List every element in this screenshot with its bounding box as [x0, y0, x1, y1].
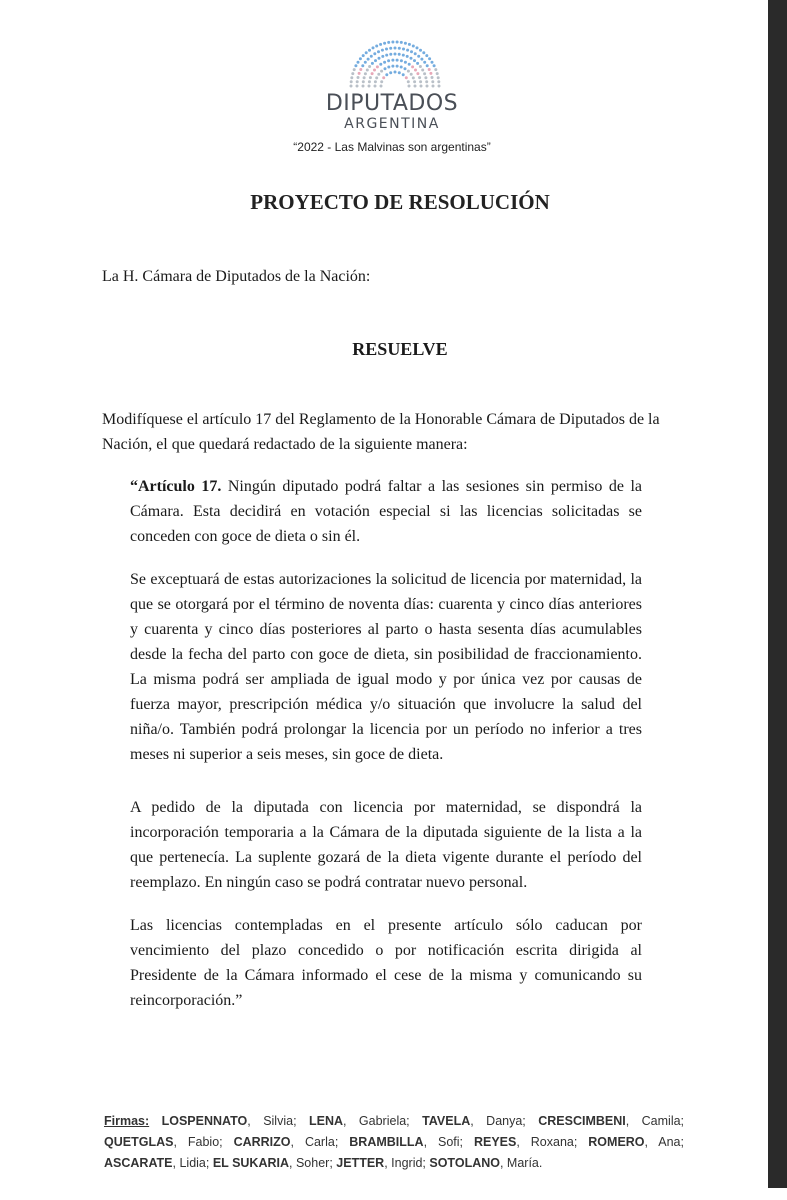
- logo-seat-dot: [374, 59, 377, 62]
- logo-seat-dot: [398, 53, 401, 56]
- logo-seat-dot: [356, 80, 359, 83]
- logo-seat-dot: [410, 73, 413, 76]
- brand-subtitle: ARGENTINA: [344, 116, 440, 132]
- logo-seat-dot: [383, 61, 386, 64]
- logo-seat-dot: [370, 55, 373, 58]
- logo-seat-dot: [426, 64, 429, 67]
- logo-seat-dot: [377, 73, 380, 76]
- logo-seat-dot: [410, 50, 413, 53]
- logo-seat-dot: [389, 47, 392, 50]
- logo-seat-dot: [362, 80, 365, 83]
- logo-seat-dot: [391, 65, 394, 68]
- logo-seat-dot: [385, 48, 388, 51]
- logo-seat-dot: [407, 70, 410, 73]
- logo-seat-dot: [368, 80, 371, 83]
- logo-seat-dot: [371, 62, 374, 65]
- logo-seat-dot: [380, 85, 383, 88]
- logo-seat-dot: [369, 76, 372, 79]
- signer-surname: ROMERO: [588, 1135, 645, 1149]
- logo-seat-dot: [434, 68, 437, 71]
- logo-seat-dot: [412, 45, 415, 48]
- signer-name: , Roxana;: [516, 1135, 589, 1149]
- signer-surname: JETTER: [336, 1156, 385, 1170]
- logo-seat-dot: [400, 41, 403, 44]
- logo-seat-dot: [419, 65, 422, 68]
- logo-seat-dot: [387, 59, 390, 62]
- logo-seat-dot: [438, 85, 441, 88]
- logo-seat-dot: [408, 85, 411, 88]
- article-paragraph-1-text: Ningún diputado podrá faltar a las sesiones sin permiso de la Cámara. Esta decidirá en votación especial si las licencias solicitadas se conceden con goce de dieta o sin él.: [130, 478, 643, 545]
- logo-seat-dot: [381, 55, 384, 58]
- logo-seat-dot: [366, 69, 369, 72]
- logo-seat-dot: [424, 76, 427, 79]
- logo-seat-dot: [420, 85, 423, 88]
- logo-seat-dot: [351, 72, 354, 75]
- logo-seat-dot: [396, 41, 399, 44]
- logo-seat-dot: [389, 53, 392, 56]
- signer-surname: ASCARATE: [104, 1156, 173, 1170]
- logo-seat-dot: [431, 61, 434, 64]
- logo-seat-dot: [414, 85, 417, 88]
- signer-surname: QUETGLAS: [104, 1135, 174, 1149]
- article-paragraph-2: Se exceptuará de estas autorizaciones la solicitud de licencia por maternidad, la que se otorgará por el término de noventa días: cuarenta y cinco días anteriores y cuarenta y cinco días posteriores al parto o hasta sesenta días acumulables desde la fecha del parto con goce de dieta, sin posibilidad de fraccionamiento. La misma podrá ser ampliada de igual modo y por única vez por causas de fuerza mayor, prescripción médica y/o situación que involucre la salud del niña/o. También podrá prolongar la licencia por un período no inferior a tres meses ni superior a seis meses, sin goce de dieta.: [130, 571, 642, 763]
- year-motto: “2022 - Las Malvinas son argentinas”: [293, 140, 491, 154]
- document-title: PROYECTO DE RESOLUCIÓN: [250, 190, 550, 214]
- logo-seat-dot: [404, 42, 407, 45]
- logo-seat-dot: [376, 65, 379, 68]
- logo-seat-dot: [353, 68, 356, 71]
- logo-seat-dot: [431, 80, 434, 83]
- logo-seat-dot: [433, 64, 436, 67]
- signer-name: , Sofi;: [423, 1135, 474, 1149]
- signer-surname: EL SUKARIA: [212, 1156, 290, 1170]
- logo-seat-dot: [391, 59, 394, 62]
- article-heading: “Artículo 17.: [130, 478, 222, 495]
- logo-seat-dot: [374, 80, 377, 83]
- logo-seat-dot: [402, 73, 405, 76]
- signer-surname: LOSPENNATO: [161, 1114, 248, 1128]
- logo-seat-dot: [381, 49, 384, 52]
- logo-seat-dot: [387, 66, 390, 69]
- logo-seat-dot: [384, 67, 387, 70]
- logo-seat-dot: [408, 63, 411, 66]
- logo-seat-dot: [391, 41, 394, 44]
- logo-seat-dot: [382, 76, 385, 79]
- brand-name: DIPUTADOS: [325, 91, 459, 116]
- logo-seat-dot: [374, 85, 377, 88]
- logo-seat-dot: [365, 51, 368, 54]
- logo-seat-dot: [373, 69, 376, 72]
- logo-seat-dot: [418, 76, 421, 79]
- logo-seat-dot: [387, 41, 390, 44]
- resolves-heading: RESUELVE: [352, 339, 448, 359]
- logo-seat-dot: [406, 49, 409, 52]
- logo-seat-dot: [371, 72, 374, 75]
- logo-seat-dot: [396, 59, 399, 62]
- logo-seat-dot: [375, 45, 378, 48]
- logo-seat-dot: [422, 51, 425, 54]
- logo-seat-dot: [354, 64, 357, 67]
- logo-seat-dot: [379, 63, 382, 66]
- logo-seat-dot: [432, 85, 435, 88]
- logo-seat-dot: [398, 47, 401, 50]
- logo-seat-dot: [416, 62, 419, 65]
- logo-seat-dot: [359, 57, 362, 60]
- signer-surname: CRESCIMBENI: [538, 1114, 626, 1128]
- logo-seat-dot: [380, 80, 383, 83]
- signer-name: , Danya;: [470, 1114, 539, 1128]
- logo-seat-dot: [394, 53, 397, 56]
- logo-seat-dot: [423, 72, 426, 75]
- article-paragraph-4: Las licencias contempladas en el presente artículo sólo caducan por vencimiento del plazo concedido o por notificación escrita dirigida al Presidente de la Cámara informado el cese de la misma y comunicando su reincorporación.”: [130, 917, 642, 1009]
- logo-seat-dot: [410, 57, 413, 60]
- logo-seat-dot: [368, 49, 371, 52]
- signer-name: , Ingrid;: [384, 1156, 430, 1170]
- logo-seat-dot: [414, 52, 417, 55]
- logo-seat-dot: [361, 64, 364, 67]
- logo-seat-dot: [380, 70, 383, 73]
- logo-seat-dot: [437, 76, 440, 79]
- logo-seat-dot: [412, 76, 415, 79]
- logo-seat-dot: [402, 54, 405, 57]
- logo-seat-dot: [405, 76, 408, 79]
- chamber-logo: [330, 36, 460, 90]
- intro-paragraph: Modifíquese el artículo 17 del Reglamento de la Honorable Cámara de Diputados de la Nación, el que quedará redactado de la siguiente manera:: [102, 411, 660, 453]
- signer-name: , Gabriela;: [343, 1114, 423, 1128]
- logo-seat-dot: [428, 57, 431, 60]
- logo-seat-dot: [436, 72, 439, 75]
- logo-seat-dot: [385, 73, 388, 76]
- signer-surname: LENA: [308, 1114, 344, 1128]
- signer-name: , Silvia;: [247, 1114, 309, 1128]
- signer-surname: BRAMBILLA: [349, 1135, 424, 1149]
- logo-seat-dot: [389, 71, 392, 74]
- logo-seat-dot: [426, 85, 429, 88]
- logo-seat-dot: [404, 67, 407, 70]
- logo-seat-dot: [363, 76, 366, 79]
- signer-surname: SOTOLANO: [429, 1156, 500, 1170]
- logo-seat-dot: [406, 55, 409, 58]
- logo-seat-dot: [417, 55, 420, 58]
- page-edge-shadow: [768, 0, 787, 1200]
- logo-seat-dot: [356, 85, 359, 88]
- logo-seat-dot: [421, 69, 424, 72]
- logo-seat-dot: [423, 61, 426, 64]
- logo-seat-dot: [416, 46, 419, 49]
- addressee: La H. Cámara de Diputados de la Nación:: [102, 268, 371, 285]
- signer-name: , Fabio;: [173, 1135, 234, 1149]
- logo-seat-dot: [372, 46, 375, 49]
- logo-seat-dot: [357, 61, 360, 64]
- logo-seat-dot: [358, 72, 361, 75]
- signatures-block: [104, 1111, 684, 1174]
- logo-seat-dot: [428, 68, 431, 71]
- logo-seat-dot: [408, 43, 411, 46]
- logo-seat-dot: [413, 59, 416, 62]
- logo-seat-dot: [357, 76, 360, 79]
- signer-name: , Camila;: [625, 1114, 685, 1128]
- logo-seat-dot: [425, 80, 428, 83]
- logo-seat-dot: [364, 61, 367, 64]
- article-paragraph-1: [130, 474, 642, 549]
- logo-seat-dot: [400, 66, 403, 69]
- logo-seat-dot: [431, 76, 434, 79]
- logo-seat-dot: [379, 43, 382, 46]
- signer-surname: CARRIZO: [233, 1135, 291, 1149]
- signer-name: , María.: [499, 1156, 543, 1170]
- logo-seat-dot: [402, 48, 405, 51]
- logo-seat-dot: [368, 85, 371, 88]
- signatures-label: Firmas:: [104, 1114, 150, 1128]
- signer-name: , Ana;: [644, 1135, 684, 1149]
- logo-seat-dot: [350, 85, 353, 88]
- signer-name: , Lidia;: [172, 1156, 213, 1170]
- logo-seat-dot: [373, 52, 376, 55]
- logo-seat-dot: [375, 76, 378, 79]
- logo-seat-dot: [350, 76, 353, 79]
- logo-seat-dot: [362, 85, 365, 88]
- logo-seat-dot: [367, 58, 370, 61]
- logo-seat-dot: [413, 80, 416, 83]
- logo-seat-dot: [364, 72, 367, 75]
- logo-seat-dot: [394, 71, 397, 74]
- signer-name: , Carla;: [290, 1135, 350, 1149]
- logo-seat-dot: [420, 58, 423, 61]
- logo-seat-dot: [396, 65, 399, 68]
- logo-seat-dot: [419, 49, 422, 52]
- logo-seat-dot: [368, 65, 371, 68]
- logo-seat-dot: [385, 54, 388, 57]
- logo-seat-dot: [419, 80, 422, 83]
- logo-seat-dot: [398, 71, 401, 74]
- logo-seat-dot: [362, 54, 365, 57]
- logo-seat-dot: [377, 50, 380, 53]
- signer-surname: REYES: [473, 1135, 517, 1149]
- logo-seat-dot: [425, 54, 428, 57]
- logo-seat-dot: [359, 68, 362, 71]
- page-bottom-margin: [0, 1188, 787, 1200]
- logo-seat-dot: [429, 72, 432, 75]
- logo-seat-dot: [378, 57, 381, 60]
- logo-seat-dot: [414, 69, 417, 72]
- logo-seat-dot: [411, 65, 414, 68]
- signer-surname: TAVELA: [422, 1114, 471, 1128]
- logo-seat-dot: [394, 47, 397, 50]
- article-paragraph-3: A pedido de la diputada con licencia por maternidad, se dispondrá la incorporación temporaria a la Cámara de la diputada siguiente de la lista a la que pertenecía. La suplente gozará de la dieta vigente durante el período del reemplazo. En ningún caso se podrá contratar nuevo personal.: [130, 799, 642, 891]
- logo-seat-dot: [416, 72, 419, 75]
- logo-seat-dot: [383, 42, 386, 45]
- logo-seat-dot: [407, 80, 410, 83]
- logo-seat-dot: [400, 59, 403, 62]
- logo-seat-dot: [437, 80, 440, 83]
- logo-seat-dot: [350, 80, 353, 83]
- signer-name: , Soher;: [289, 1156, 337, 1170]
- logo-seat-dot: [404, 61, 407, 64]
